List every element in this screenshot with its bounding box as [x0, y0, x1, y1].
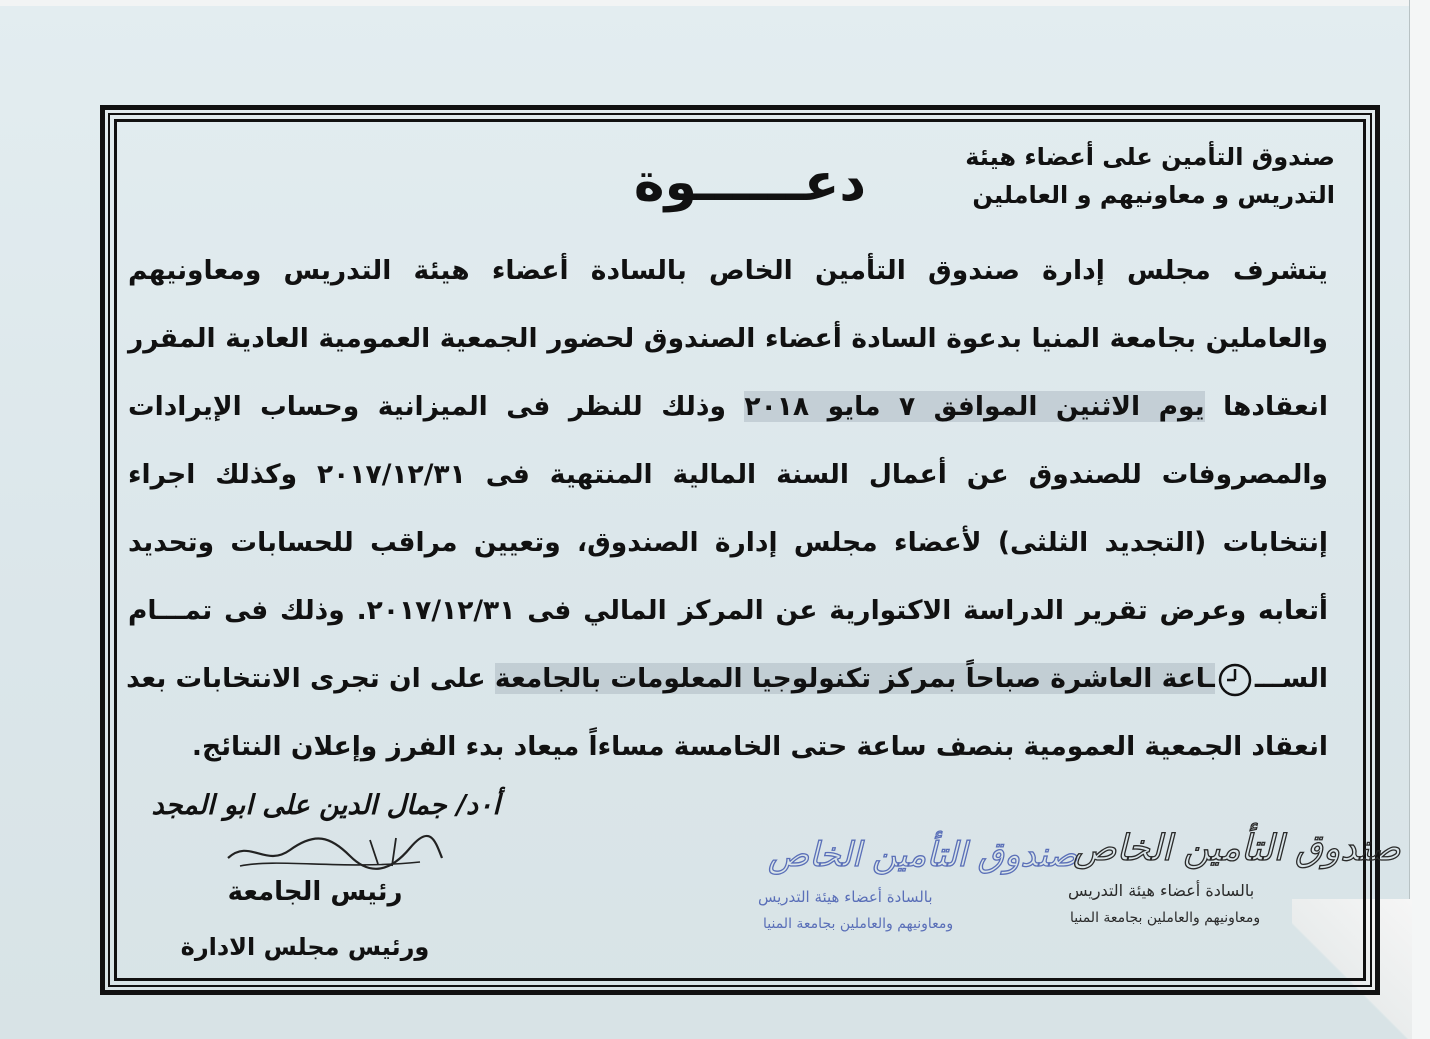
svg-text:بالسادة أعضاء هيئة التدريس: بالسادة أعضاء هيئة التدريس [1068, 881, 1255, 900]
meeting-date-highlight: يوم الاثنين الموافق ٧ مايو ٢٠١٨ [744, 391, 1205, 422]
svg-text:صندوق التأمين الخاص: صندوق التأمين الخاص [768, 835, 1078, 875]
body-line-2: والعاملين بجامعة المنيا بدعوة السادة أعضاء الصندوق لحضور الجمعية العمومية العادية المقرر [128, 323, 1328, 354]
body-line-3-start: انعقادها [1204, 391, 1329, 422]
signer-title-president: رئيس الجامعة [227, 877, 403, 907]
invitation-body [128, 240, 1328, 784]
body-line-7-start: الســـ [1254, 663, 1328, 694]
svg-text:ومعاونيهم والعاملين بجامعة الم: ومعاونيهم والعاملين بجامعة المنيا [1070, 910, 1261, 926]
fund-stamp-black [778, 808, 1401, 938]
scan-edge-top [0, 0, 1430, 6]
meeting-location-highlight: ـاعة العاشرة صباحاً بمركز تكنولوجيا المعلومات بالجامعة [494, 663, 1215, 694]
organization-line-1: صندوق التأمين على أعضاء هيئة [965, 143, 1335, 171]
document-title: دعــــــوة [633, 153, 867, 213]
signer-name: أ٠د/ جمال الدين على ابو المجد [151, 790, 500, 821]
body-line-6: أتعابه وعرض تقرير الدراسة الاكتوارية عن المركز المالي فى ٢٠١٧/١٢/٣١. وذلك فى تمـــام [128, 595, 1328, 626]
handwritten-signature [220, 828, 450, 878]
svg-text:صندوق التأمين الخاص: صندوق التأمين الخاص [1073, 828, 1401, 869]
body-line-3-end: وذلك للنظر فى الميزانية وحساب الإيرادات [128, 391, 745, 422]
body-line-8: انعقاد الجمعية العمومية بنصف ساعة حتى الخامسة مساءاً ميعاد بدء الفرز وإعلان النتائج. [191, 731, 1328, 762]
body-line-3 [128, 376, 1328, 444]
svg-text:بالسادة أعضاء هيئة التدريس: بالسادة أعضاء هيئة التدريس [758, 888, 933, 906]
organization-header [915, 138, 1335, 214]
body-line-7-end: على ان تجرى الانتخابات بعد [126, 663, 495, 694]
body-line-4: والمصروفات للصندوق عن أعمال السنة المالية المنتهية فى ٢٠١٧/١٢/٣١ وكذلك اجراء [128, 459, 1328, 490]
body-line-7 [128, 648, 1328, 716]
fund-stamp-blue [478, 818, 1078, 948]
signer-title-chairman: ورئيس مجلس الادارة [180, 933, 430, 961]
organization-line-2: التدريس و معاونيهم و العاملين [972, 181, 1335, 209]
body-line-1: يتشرف مجلس إدارة صندوق التأمين الخاص بالسادة أعضاء هيئة التدريس ومعاونيهم [128, 255, 1328, 286]
svg-text:ومعاونيهم والعاملين بجامعة الم: ومعاونيهم والعاملين بجامعة المنيا [763, 916, 954, 932]
scan-edge-right [1409, 0, 1430, 1039]
clock-icon [1217, 662, 1253, 698]
body-line-5: إنتخابات (التجديد الثلثى) لأعضاء مجلس إدارة الصندوق، وتعيين مراقب للحسابات وتحديد [128, 527, 1328, 558]
